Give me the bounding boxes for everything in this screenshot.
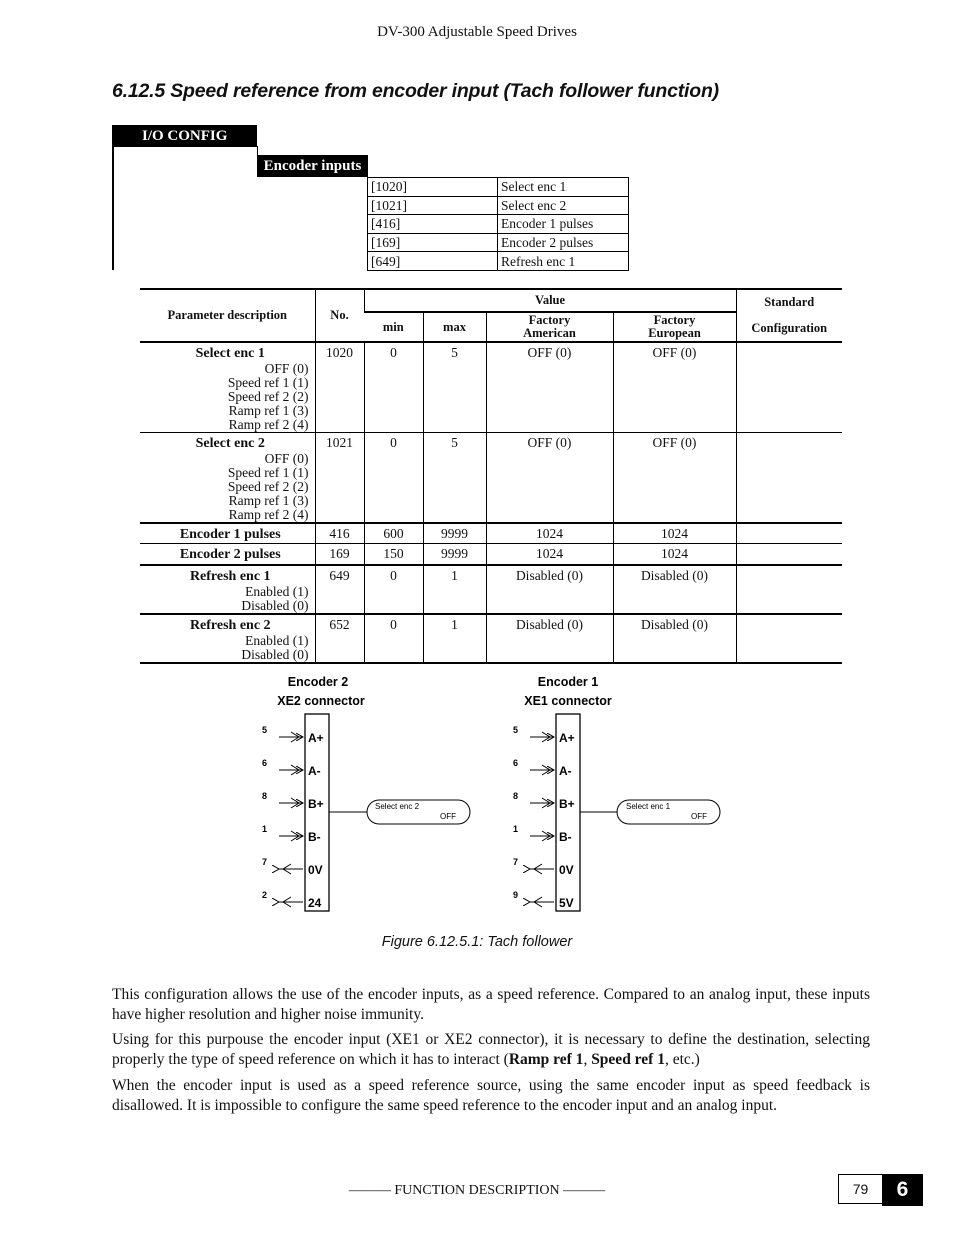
select-enc2-label: Select enc 2	[375, 802, 420, 811]
param-no: 169	[315, 544, 364, 565]
param-no: 649	[315, 565, 364, 614]
param-max: 9999	[423, 523, 486, 544]
param-no: 652	[315, 614, 364, 663]
encoder1-pin-number: 6	[513, 758, 519, 768]
param-factory-european: OFF (0)	[613, 433, 736, 524]
param-max: 1	[423, 565, 486, 614]
param-description: Select enc 2 OFF (0) Speed ref 1 (1) Speed ref 2 (2) Ramp ref 1 (3) Ramp ref 2 (4)	[140, 433, 315, 524]
param-max: 5	[423, 342, 486, 433]
header-value: Value	[364, 289, 736, 312]
param-name: Encoder 1 pulses	[498, 215, 629, 234]
param-factory-european: OFF (0)	[613, 342, 736, 433]
bold-speed-ref-1: Speed ref 1	[591, 1050, 665, 1068]
param-no: 416	[315, 523, 364, 544]
param-min: 0	[364, 565, 423, 614]
encoder1-pin-label: 0V	[559, 863, 574, 877]
select-enc1-value: OFF	[691, 812, 707, 821]
menu-io-config-label: I/O CONFIG	[142, 128, 228, 144]
param-factory-american: Disabled (0)	[486, 565, 613, 614]
param-factory-american: OFF (0)	[486, 342, 613, 433]
encoder2-pin-label: A+	[308, 731, 324, 745]
bold-ramp-ref-1: Ramp ref 1	[508, 1050, 584, 1068]
encoder2-pin-label: B-	[308, 830, 321, 844]
param-min: 0	[364, 614, 423, 663]
param-code: [1021]	[368, 196, 498, 215]
figure-caption: Figure 6.12.5.1: Tach follower	[381, 934, 573, 950]
param-max: 9999	[423, 544, 486, 565]
param-factory-european: Disabled (0)	[613, 565, 736, 614]
param-factory-european: 1024	[613, 523, 736, 544]
paragraph-2: Using for this purpouse the encoder input (XE1 or XE2 connector), it is necessary to define the destination, selecting properly the type of speed reference on which it has to interact (Ramp ref 1, Speed ref 1, etc.)	[112, 1031, 870, 1068]
param-name: Select enc 1	[498, 178, 629, 197]
param-factory-american: 1024	[486, 523, 613, 544]
encoder2-pin-label: 24	[308, 896, 322, 910]
encoder2-pin-number: 7	[262, 857, 268, 867]
param-code: [649]	[368, 252, 498, 271]
menu-encoder-inputs: Encoder inputs	[257, 155, 368, 177]
chapter-tab: 6	[882, 1174, 923, 1206]
encoder2-pin-label: B+	[308, 797, 324, 811]
header-factory-european: Factory European	[613, 312, 736, 342]
param-description: Refresh enc 1 Enabled (1) Disabled (0)	[140, 565, 315, 614]
param-no: 1021	[315, 433, 364, 524]
param-factory-european: Disabled (0)	[613, 614, 736, 663]
param-name: Select enc 2	[498, 196, 629, 215]
param-description: Encoder 1 pulses	[140, 523, 315, 544]
encoder2-pin-label: 0V	[308, 863, 323, 877]
param-min: 0	[364, 433, 423, 524]
encoder1-pin-number: 9	[513, 890, 519, 900]
param-description: Encoder 2 pulses	[140, 544, 315, 565]
encoder2-title: Encoder 2	[287, 675, 349, 689]
encoder2-pin-number: 1	[262, 824, 268, 834]
param-factory-american: OFF (0)	[486, 433, 613, 524]
select-enc1-label: Select enc 1	[626, 802, 671, 811]
encoder1-pin-number: 7	[513, 857, 519, 867]
param-factory-european: 1024	[613, 544, 736, 565]
encoder1-title: Encoder 1	[537, 675, 599, 689]
paragraph-3: When the encoder input is used as a speed reference source, using the same encoder input as speed feedback is disallowed. It is impossible to configure the same speed reference to the encoder input and an analog input.	[112, 1077, 870, 1114]
param-code: [1020]	[368, 178, 498, 197]
encoder1-pin-label: A+	[559, 731, 575, 745]
footer-label: ——— FUNCTION DESCRIPTION ———	[348, 1183, 606, 1198]
encoder1-pin-label: A-	[559, 764, 572, 778]
param-description: Refresh enc 2 Enabled (1) Disabled (0)	[140, 614, 315, 663]
param-code: [416]	[368, 215, 498, 234]
param-no: 1020	[315, 342, 364, 433]
header-parameter-description: Parameter description	[140, 289, 315, 342]
param-factory-american: 1024	[486, 544, 613, 565]
select-enc2-value: OFF	[440, 812, 456, 821]
encoder1-pin-label: 5V	[559, 896, 574, 910]
param-max: 1	[423, 614, 486, 663]
encoder1-pin-label: B-	[559, 830, 572, 844]
encoder1-pin-number: 8	[513, 791, 519, 801]
param-min: 150	[364, 544, 423, 565]
param-name: Encoder 2 pulses	[498, 233, 629, 252]
encoder2-connector: XE2 connector	[277, 694, 365, 708]
encoder2-pin-number: 6	[262, 758, 268, 768]
encoder1-connector: XE1 connector	[524, 694, 612, 708]
param-min: 0	[364, 342, 423, 433]
encoder2-pin-number: 2	[262, 890, 268, 900]
param-name: Refresh enc 1	[498, 252, 629, 271]
paragraph-1: This configuration allows the use of the encoder inputs, as a speed reference. Compared to an analog input, these inputs have higher resolution and higher noise immunity.	[112, 986, 870, 1023]
encoder2-pin-number: 5	[262, 725, 268, 735]
header-max: max	[423, 312, 486, 342]
param-factory-american: Disabled (0)	[486, 614, 613, 663]
header-min: min	[364, 312, 423, 342]
param-code: [169]	[368, 233, 498, 252]
encoder1-pin-label: B+	[559, 797, 575, 811]
encoder2-pin-label: A-	[308, 764, 321, 778]
header-no: No.	[315, 289, 364, 342]
param-description: Select enc 1 OFF (0) Speed ref 1 (1) Speed ref 2 (2) Ramp ref 1 (3) Ramp ref 2 (4)	[140, 342, 315, 433]
encoder1-pin-number: 1	[513, 824, 519, 834]
param-max: 5	[423, 433, 486, 524]
header-standard-configuration: Standard Configuration	[736, 289, 842, 342]
section-title: 6.12.5 Speed reference from encoder input (Tach follower function)	[112, 80, 719, 102]
page-number: 79	[838, 1174, 882, 1204]
encoder1-pin-number: 5	[513, 725, 519, 735]
header-factory-american: Factory American	[486, 312, 613, 342]
page-header: DV-300 Adjustable Speed Drives	[377, 24, 577, 40]
encoder2-pin-number: 8	[262, 791, 268, 801]
param-min: 600	[364, 523, 423, 544]
